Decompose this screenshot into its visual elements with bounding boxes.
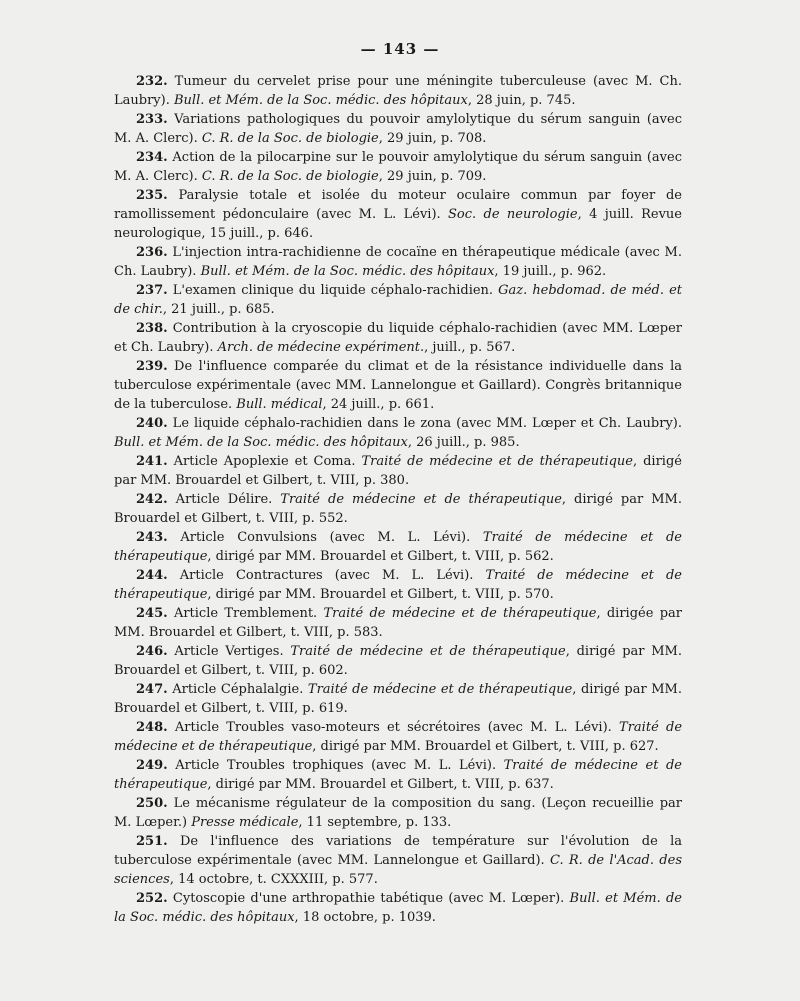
bibliography-entry: [114, 319, 682, 357]
entry-number: 241.: [136, 454, 168, 469]
entry-text: Paralysie totale et isolée du moteur oculaire commun par foyer de ramollissement pédonculaire (avec M. L. Lévi).: [114, 188, 682, 222]
entry-number: 250.: [136, 796, 168, 811]
entry-number: 247.: [136, 682, 168, 697]
bibliography-entry: [114, 281, 682, 319]
bibliography-entry: [114, 832, 682, 889]
entry-text: L'injection intra-rachidienne de cocaïne en thérapeutique médicale (avec M. Ch. Laubry).: [114, 245, 682, 279]
entry-source: Bull. et Mém. de la Soc. médic. des hôpitaux: [114, 891, 682, 925]
entry-source: Traité de médecine et de thérapeutique: [361, 454, 633, 469]
bibliography-entry: [114, 414, 682, 452]
entry-source: Traité de médecine et de thérapeutique: [114, 758, 682, 792]
entry-source: Soc. de neurologie: [448, 207, 578, 222]
entry-source: Bull. et Mém. de la Soc. médic. des hôpitaux: [173, 93, 468, 108]
entry-source: Traité de médecine et de thérapeutique: [114, 530, 682, 564]
entry-source: Traité de médecine et de thérapeutique: [114, 720, 683, 754]
entry-text: De l'influence des variations de température sur l'évolution de la tuberculose expérimentale (avec MM. Lannelongue et Gaillard).: [114, 834, 682, 868]
bibliography-entry: [114, 72, 682, 110]
entry-details: , 24 juill., p. 661.: [322, 397, 435, 412]
entry-number: 234.: [136, 150, 168, 165]
entry-text: Article Vertiges.: [167, 644, 291, 659]
entry-details: , 11 septembre, p. 133.: [298, 815, 452, 830]
entry-source: C. R. de la Soc. de biologie: [201, 131, 379, 146]
bibliography-list: [114, 72, 682, 927]
entry-text: Article Contractures (avec M. L. Lévi).: [167, 568, 486, 583]
entry-details: , dirigé par MM. Brouardel et Gilbert, t. VIII, p. 602.: [114, 644, 682, 678]
entry-details: , dirigé par MM. Brouardel et Gilbert, t. VIII, p. 552.: [114, 492, 682, 526]
entry-number: 245.: [136, 606, 168, 621]
entry-details: , 29 juin, p. 709.: [378, 169, 487, 184]
bibliography-entry: [114, 186, 682, 243]
entry-source: Traité de médecine et de thérapeutique: [280, 492, 562, 507]
bibliography-entry: [114, 889, 682, 927]
entry-text: Tumeur du cervelet prise pour une méningite tuberculeuse (avec M. Ch. Laubry).: [114, 74, 682, 108]
entry-source: Gaz. hebdomad. de méd. et de chir.: [114, 283, 683, 317]
entry-text: Variations pathologiques du pouvoir amylolytique du sérum sanguin (avec M. A. Clerc).: [114, 112, 682, 146]
bibliography-entry: [114, 794, 682, 832]
entry-source: Bull. et Mém. de la Soc. médic. des hôpitaux: [114, 435, 408, 450]
entry-details: , dirigé par MM. Brouardel et Gilbert, t. VIII, p. 380.: [114, 454, 682, 488]
entry-number: 237.: [136, 283, 168, 298]
entry-source: Arch. de médecine expériment.: [217, 340, 425, 355]
entry-number: 239.: [136, 359, 168, 374]
bibliography-entry: [114, 452, 682, 490]
entry-number: 232.: [136, 74, 168, 89]
bibliography-entry: [114, 680, 682, 718]
entry-details: , juill., p. 567.: [424, 340, 516, 355]
entry-details: , 21 juill., p. 685.: [162, 302, 275, 317]
entry-text: De l'influence comparée du climat et de la résistance individuelle dans la tuberculose expérimentale (avec MM. Lannelongue et Gaillard). Congrès britannique de la tuberculose.: [114, 359, 682, 412]
bibliography-entry: [114, 357, 682, 414]
entry-text: Cytoscopie d'une arthropathie tabétique (avec M. Lœper).: [167, 891, 570, 906]
entry-text: Action de la pilocarpine sur le pouvoir amylolytique du sérum sanguin (avec M. A. Clerc).: [114, 150, 682, 184]
entry-details: , 19 juill., p. 962.: [494, 264, 607, 279]
entry-source: Traité de médecine et de thérapeutique: [290, 644, 566, 659]
bibliography-entry: [114, 148, 682, 186]
bibliography-entry: [114, 528, 682, 566]
entry-details: , dirigé par MM. Brouardel et Gilbert, t. VIII, p. 570.: [207, 587, 554, 602]
entry-text: Article Apoplexie et Coma.: [167, 454, 362, 469]
entry-source: Traité de médecine et de thérapeutique: [307, 682, 573, 697]
entry-details: , 18 octobre, p. 1039.: [294, 910, 436, 925]
entry-details: , dirigé par MM. Brouardel et Gilbert, t. VIII, p. 627.: [312, 739, 659, 754]
entry-details: , 28 juin, p. 745.: [467, 93, 576, 108]
entry-text: Article Céphalalgie.: [167, 682, 308, 697]
entry-details: , 29 juin, p. 708.: [378, 131, 487, 146]
entry-text: Article Tremblement.: [167, 606, 324, 621]
entry-text: Le liquide céphalo-rachidien dans le zona (avec MM. Lœper et Ch. Laubry).: [167, 416, 682, 431]
entry-number: 249.: [136, 758, 168, 773]
entry-details: , 14 octobre, t. CXXXIII, p. 577.: [169, 872, 378, 887]
entry-source: Presse médicale: [191, 815, 299, 830]
bibliography-entry: [114, 604, 682, 642]
page-number: — 143 —: [360, 40, 440, 58]
bibliography-entry: [114, 756, 682, 794]
bibliography-entry: [114, 642, 682, 680]
entry-details: , 26 juill., p. 985.: [407, 435, 520, 450]
entry-number: 235.: [136, 188, 168, 203]
entry-source: Bull. et Mém. de la Soc. médic. des hôpitaux: [200, 264, 495, 279]
entry-details: , dirigée par MM. Brouardel et Gilbert, t. VIII, p. 583.: [114, 606, 682, 640]
entry-text: L'examen clinique du liquide céphalo-rachidien.: [167, 283, 499, 298]
entry-details: , dirigé par MM. Brouardel et Gilbert, t. VIII, p. 562.: [207, 549, 554, 564]
entry-text: Article Délire.: [167, 492, 281, 507]
entry-details: , dirigé par MM. Brouardel et Gilbert, t. VIII, p. 637.: [207, 777, 554, 792]
entry-number: 240.: [136, 416, 168, 431]
entry-number: 244.: [136, 568, 168, 583]
entry-source: C. R. de la Soc. de biologie: [201, 169, 379, 184]
entry-text: Contribution à la cryoscopie du liquide céphalo-rachidien (avec MM. Lœper et Ch. Laubry).: [114, 321, 682, 355]
entry-number: 252.: [136, 891, 168, 906]
entry-number: 248.: [136, 720, 168, 735]
entry-number: 236.: [136, 245, 168, 260]
entry-source: Traité de médecine et de thérapeutique: [323, 606, 597, 621]
entry-details: , 4 juill. Revue neurologique, 15 juill., p. 646.: [114, 207, 682, 241]
entry-number: 251.: [136, 834, 168, 849]
entry-number: 233.: [136, 112, 168, 127]
entry-text: Le mécanisme régulateur de la composition du sang. (Leçon recueillie par M. Lœper.): [114, 796, 682, 830]
bibliography-entry: [114, 110, 682, 148]
entry-number: 243.: [136, 530, 168, 545]
entry-text: Article Troubles vaso-moteurs et sécrétoires (avec M. L. Lévi).: [167, 720, 620, 735]
entry-text: Article Troubles trophiques (avec M. L. Lévi).: [167, 758, 504, 773]
entry-source: C. R. de l'Acad. des sciences: [114, 853, 682, 887]
bibliography-entry: [114, 566, 682, 604]
entry-text: Article Convulsions (avec M. L. Lévi).: [167, 530, 483, 545]
bibliography-entry: [114, 243, 682, 281]
bibliography-entry: [114, 490, 682, 528]
entry-details: , dirigé par MM. Brouardel et Gilbert, t. VIII, p. 619.: [114, 682, 682, 716]
bibliography-entry: [114, 718, 682, 756]
entry-number: 242.: [136, 492, 168, 507]
entry-number: 238.: [136, 321, 168, 336]
entry-source: Traité de médecine et de thérapeutique: [114, 568, 683, 602]
entry-number: 246.: [136, 644, 168, 659]
entry-source: Bull. médical: [236, 397, 323, 412]
